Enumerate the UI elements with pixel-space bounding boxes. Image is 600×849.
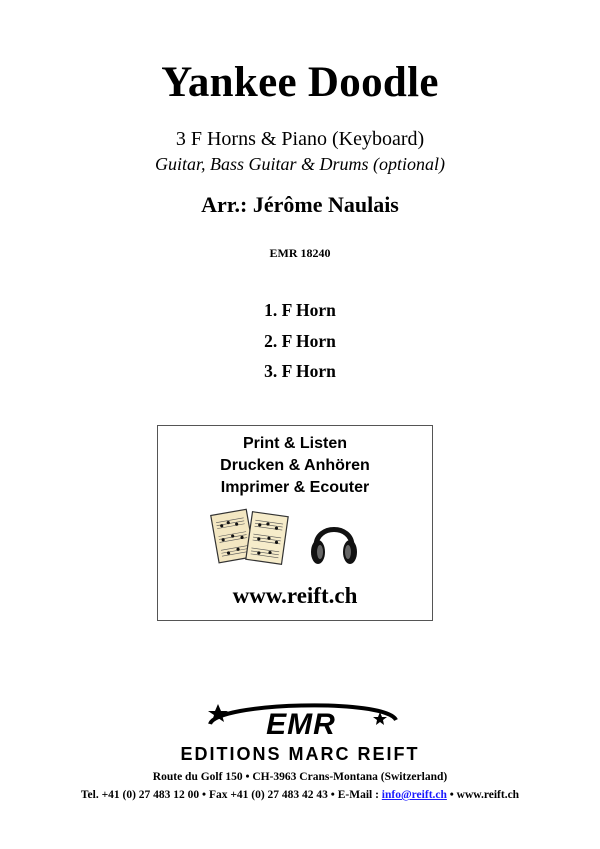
publisher-name-text: EDITIONS MARC REIFT — [180, 744, 420, 764]
arranger: Arr.: Jérôme Naulais — [201, 192, 399, 217]
contact-website: • www.reift.ch — [449, 789, 520, 801]
publisher-name — [150, 738, 450, 768]
print-listen-box — [157, 425, 433, 621]
catalog-number: EMR 18240 — [269, 246, 331, 260]
promo-line-french: Imprimer & Ecouter — [220, 479, 370, 496]
promo-url: www.reift.ch — [232, 583, 358, 608]
publisher-address: Route du Golf 150 • CH-3963 Crans-Montana (Switzerland) — [152, 771, 448, 783]
email-link[interactable]: info@reift.ch — [381, 789, 447, 801]
promo-line-german: Drucken & Anhören — [220, 457, 370, 474]
optional-instruments: Guitar, Bass Guitar & Drums (optional) — [154, 154, 446, 174]
score-title: Yankee Doodle — [161, 59, 439, 106]
headphones-icon — [308, 510, 360, 572]
sheet-music-icon — [209, 506, 293, 568]
contact-phone-fax: Tel. +41 (0) 27 483 12 00 • Fax +41 (0) 27 483 42 43 • E-Mail : — [80, 789, 379, 801]
part-1: 1. F Horn — [264, 300, 336, 320]
promo-line-english: Print & Listen — [242, 435, 347, 452]
instrumentation: 3 F Horns & Piano (Keyboard) — [175, 128, 425, 150]
part-2: 2. F Horn — [264, 331, 336, 351]
emr-logo — [196, 696, 406, 740]
emr-logo-text: EMR — [266, 708, 336, 740]
publisher-contact — [0, 789, 600, 801]
part-3: 3. F Horn — [264, 361, 336, 381]
